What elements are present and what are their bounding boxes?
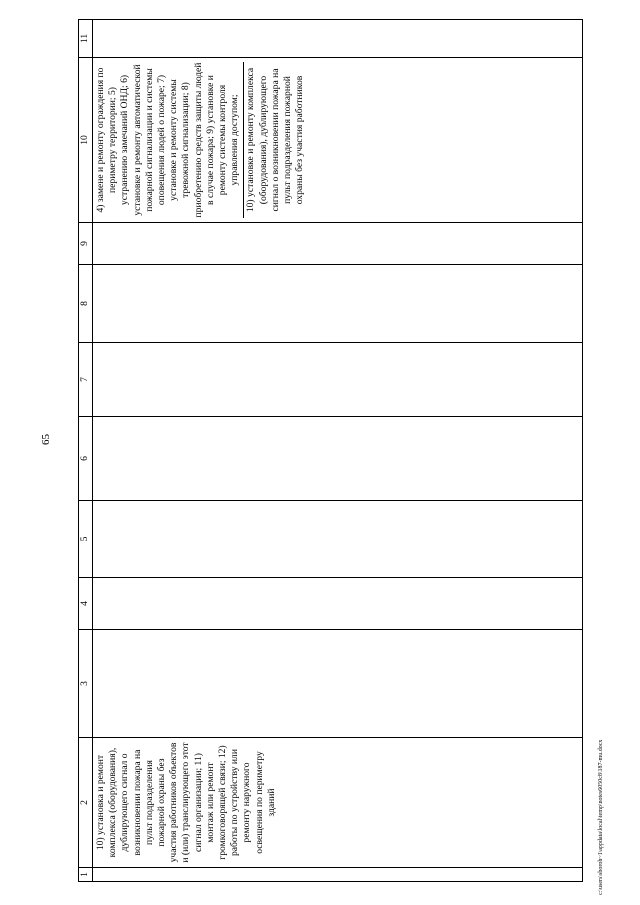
column-header-11: 11 (79, 20, 93, 58)
cell-col10-part1: 4) замене и ремонту ограждения по периметру территории; 5) устранению замечаний ОНД; 6) установке и ремонту автоматической пожарной сигнализации и системы оповещения людей о пожаре; 7) установке и ремонту системы тревожной сигнализации; 8) приобретению средств защиты людей в случае пожара; 9) установке и ремонту системы контроля управления доступом; (95, 62, 241, 218)
column-header-9: 9 (79, 223, 93, 265)
column-header-4: 4 (79, 578, 93, 630)
column-header-7: 7 (79, 343, 93, 417)
cell-col2: 10) установка и ремонт комплекса (оборудования), дублирующего сигнал о возникновении пожара на пульт подразделения пожарной охраны без участия работников объектов и (или) транслирующего этот сигнал организации; 11) монтаж или ремонт громкоговорящей связи; 12) работы по устройству или ремонту наружного освещения по периметру зданий (93, 738, 583, 868)
footer-file-path: c:\users\sboroh~1\appdata\local\temp\notes6050c8\187-mu.docx (598, 739, 604, 895)
column-header-6: 6 (79, 417, 93, 501)
header-row (79, 20, 93, 882)
report-table-rotated (78, 20, 583, 882)
cell-col3 (93, 630, 583, 738)
column-header-3: 3 (79, 630, 93, 738)
column-header-5: 5 (79, 501, 93, 578)
cell-col6 (93, 417, 583, 501)
cell-col11 (93, 20, 583, 58)
cell-col10 (93, 58, 583, 223)
cell-col7 (93, 343, 583, 417)
cell-col1 (93, 868, 583, 882)
cell-col5 (93, 501, 583, 578)
report-table (78, 19, 583, 882)
column-header-2: 2 (79, 738, 93, 868)
cell-col4 (93, 578, 583, 630)
cell-col10-part2: 10) установке и ремонту комплекса (оборудования), дублирующего сигнал о возникновении пожара на пульт подразделения пожарной охраны без участия работников (243, 62, 306, 218)
column-header-10: 10 (79, 58, 93, 223)
cell-col9 (93, 223, 583, 265)
column-header-1: 1 (79, 868, 93, 882)
column-header-8: 8 (79, 265, 93, 343)
page-number: 65 (40, 434, 52, 445)
table-row (93, 20, 583, 882)
cell-col8 (93, 265, 583, 343)
